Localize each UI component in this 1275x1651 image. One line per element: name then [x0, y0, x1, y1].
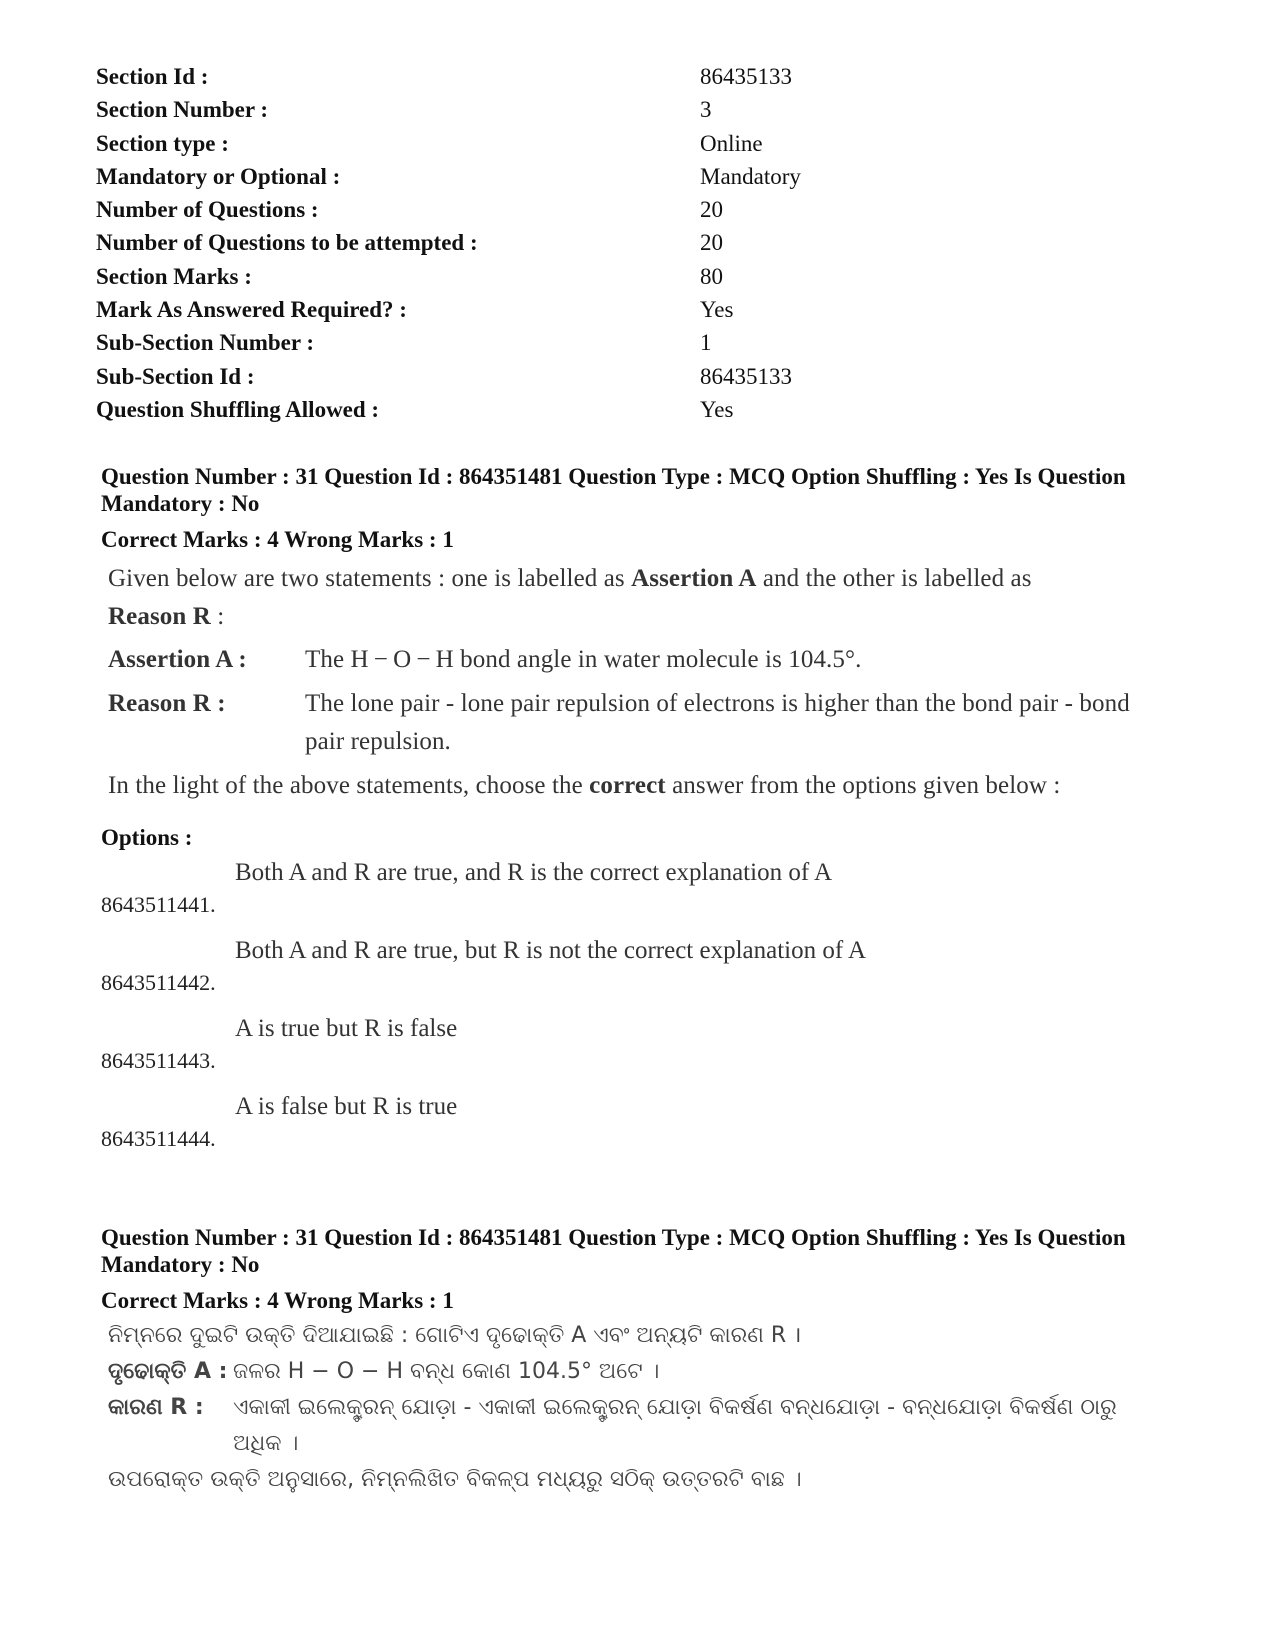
odia-assertion-text: ଜଳର H − O − H ବନ୍ଧ କୋଣ 104.5° ଅଟେ ।	[233, 1359, 660, 1384]
option-item	[101, 1092, 1201, 1152]
intro-text: :	[210, 603, 225, 630]
question-header-line2: Mandatory : No	[101, 1252, 260, 1277]
option-id: 8643511441.	[101, 892, 216, 917]
odia-instruction: ଉପରୋକ୍ତ ଉକ୍ତି ଅନୁସାରେ, ନିମ୍ନଲିଖିତ ବିକଳ୍ପ ମଧ୍ୟରୁ ସଠିକ୍ ଉତ୍ତରଟି ବାଛ ।	[108, 1467, 802, 1492]
odia-intro: ନିମ୍ନରେ ଦୁଇଟି ଉକ୍ତି ଦିଆଯାଇଛି : ଗୋଟିଏ ଦୃଢୋକ୍ତି A ଏବଂ ଅନ୍ୟଟି କାରଣ R ।	[108, 1323, 802, 1348]
option-id: 8643511443.	[101, 1048, 216, 1073]
section-meta-table	[96, 60, 1196, 426]
question-intro	[108, 560, 1168, 636]
option-item	[101, 936, 1201, 996]
question-marks: Correct Marks : 4 Wrong Marks : 1	[101, 1288, 454, 1313]
meta-row	[96, 293, 1196, 326]
question-body-odia	[108, 1318, 1168, 1498]
assertion-label: Assertion A :	[108, 646, 247, 673]
meta-label: Section type :	[96, 130, 229, 156]
meta-value: Online	[700, 130, 763, 156]
reason-row	[108, 685, 1168, 761]
meta-value: 3	[700, 97, 712, 123]
meta-value: 86435133	[700, 363, 792, 389]
meta-row	[96, 326, 1196, 359]
meta-value: 86435133	[700, 64, 792, 89]
meta-row	[96, 60, 1196, 93]
option-text: A is false but R is true	[235, 1093, 458, 1120]
meta-row	[96, 193, 1196, 226]
meta-value: Yes	[700, 297, 734, 323]
meta-row	[96, 393, 1196, 426]
option-text: A is true but R is false	[235, 1015, 458, 1042]
meta-value: 1	[700, 330, 712, 356]
question-body	[108, 560, 1168, 805]
question-header-line1: Question Number : 31 Question Id : 864351481 Question Type : MCQ Option Shuffling : Yes Is Question	[101, 1225, 1126, 1250]
question-header	[101, 1224, 1201, 1278]
option-text: Both A and R are true, and R is the correct explanation of A	[235, 859, 833, 886]
meta-label: Sub-Section Number :	[96, 330, 315, 356]
option-item	[101, 1014, 1201, 1074]
assertion-term: Assertion A	[631, 565, 757, 592]
intro-text: and the other is labelled as	[756, 565, 1032, 592]
meta-label: Section Id :	[96, 64, 209, 89]
assertion-text: The H − O − H bond angle in water molecule is 104.5°.	[305, 646, 862, 673]
meta-row	[96, 93, 1196, 126]
intro-text: Given below are two statements : one is labelled as	[108, 565, 632, 592]
options-label: Options :	[101, 825, 193, 850]
question-header	[101, 463, 1201, 517]
assertion-row	[108, 641, 1168, 679]
odia-assertion-row	[108, 1354, 1168, 1390]
meta-row	[96, 260, 1196, 293]
question-header-line2: Mandatory : No	[101, 491, 260, 516]
meta-label: Mark As Answered Required? :	[96, 297, 407, 323]
odia-reason-text: ଏକାକୀ ଇଲେକ୍ଟ୍ରନ୍ ଯୋଡ଼ା - ଏକାକୀ ଇଲେକ୍ଟ୍ରନ୍ ଯୋଡ଼ା ବିକର୍ଷଣ ବନ୍ଧଯୋଡ଼ା - ବନ୍ଧଯୋଡ଼ା ବିକର୍ଷଣ ଠାରୁ ଅଧିକ ।	[233, 1395, 1117, 1456]
meta-label: Number of Questions :	[96, 197, 319, 223]
instruction-text: In the light of the above statements, choose the	[108, 772, 590, 799]
meta-value: Yes	[700, 396, 734, 422]
option-id: 8643511444.	[101, 1126, 216, 1151]
odia-reason-label: କାରଣ R :	[108, 1395, 204, 1420]
reason-label: Reason R :	[108, 690, 226, 717]
meta-value: 20	[700, 197, 723, 223]
odia-reason-row	[108, 1390, 1168, 1462]
meta-row	[96, 160, 1196, 193]
question-marks: Correct Marks : 4 Wrong Marks : 1	[101, 527, 454, 552]
meta-row	[96, 360, 1196, 393]
meta-row	[96, 226, 1196, 259]
reason-text: The lone pair - lone pair repulsion of electrons is higher than the bond pair - bond pair repulsion.	[305, 690, 1130, 755]
meta-row	[96, 127, 1196, 160]
question-header-line1: Question Number : 31 Question Id : 864351481 Question Type : MCQ Option Shuffling : Yes Is Question	[101, 464, 1126, 489]
reason-term: Reason R	[108, 603, 211, 630]
instruction-text: answer from the options given below :	[665, 772, 1061, 799]
meta-label: Section Marks :	[96, 263, 252, 289]
question-instruction	[108, 767, 1168, 805]
option-item	[101, 858, 1201, 918]
instruction-emphasis: correct	[589, 772, 666, 799]
meta-value: Mandatory	[700, 163, 801, 189]
meta-label: Number of Questions to be attempted :	[96, 230, 478, 256]
odia-assertion-label: ଦୃଢୋକ୍ତି A :	[108, 1359, 228, 1384]
meta-value: 80	[700, 263, 723, 289]
meta-label: Question Shuffling Allowed :	[96, 396, 380, 422]
meta-value: 20	[700, 230, 723, 256]
option-id: 8643511442.	[101, 970, 216, 995]
option-text: Both A and R are true, but R is not the correct explanation of A	[235, 937, 867, 964]
meta-label: Sub-Section Id :	[96, 363, 255, 389]
meta-label: Mandatory or Optional :	[96, 163, 341, 189]
meta-label: Section Number :	[96, 97, 269, 123]
